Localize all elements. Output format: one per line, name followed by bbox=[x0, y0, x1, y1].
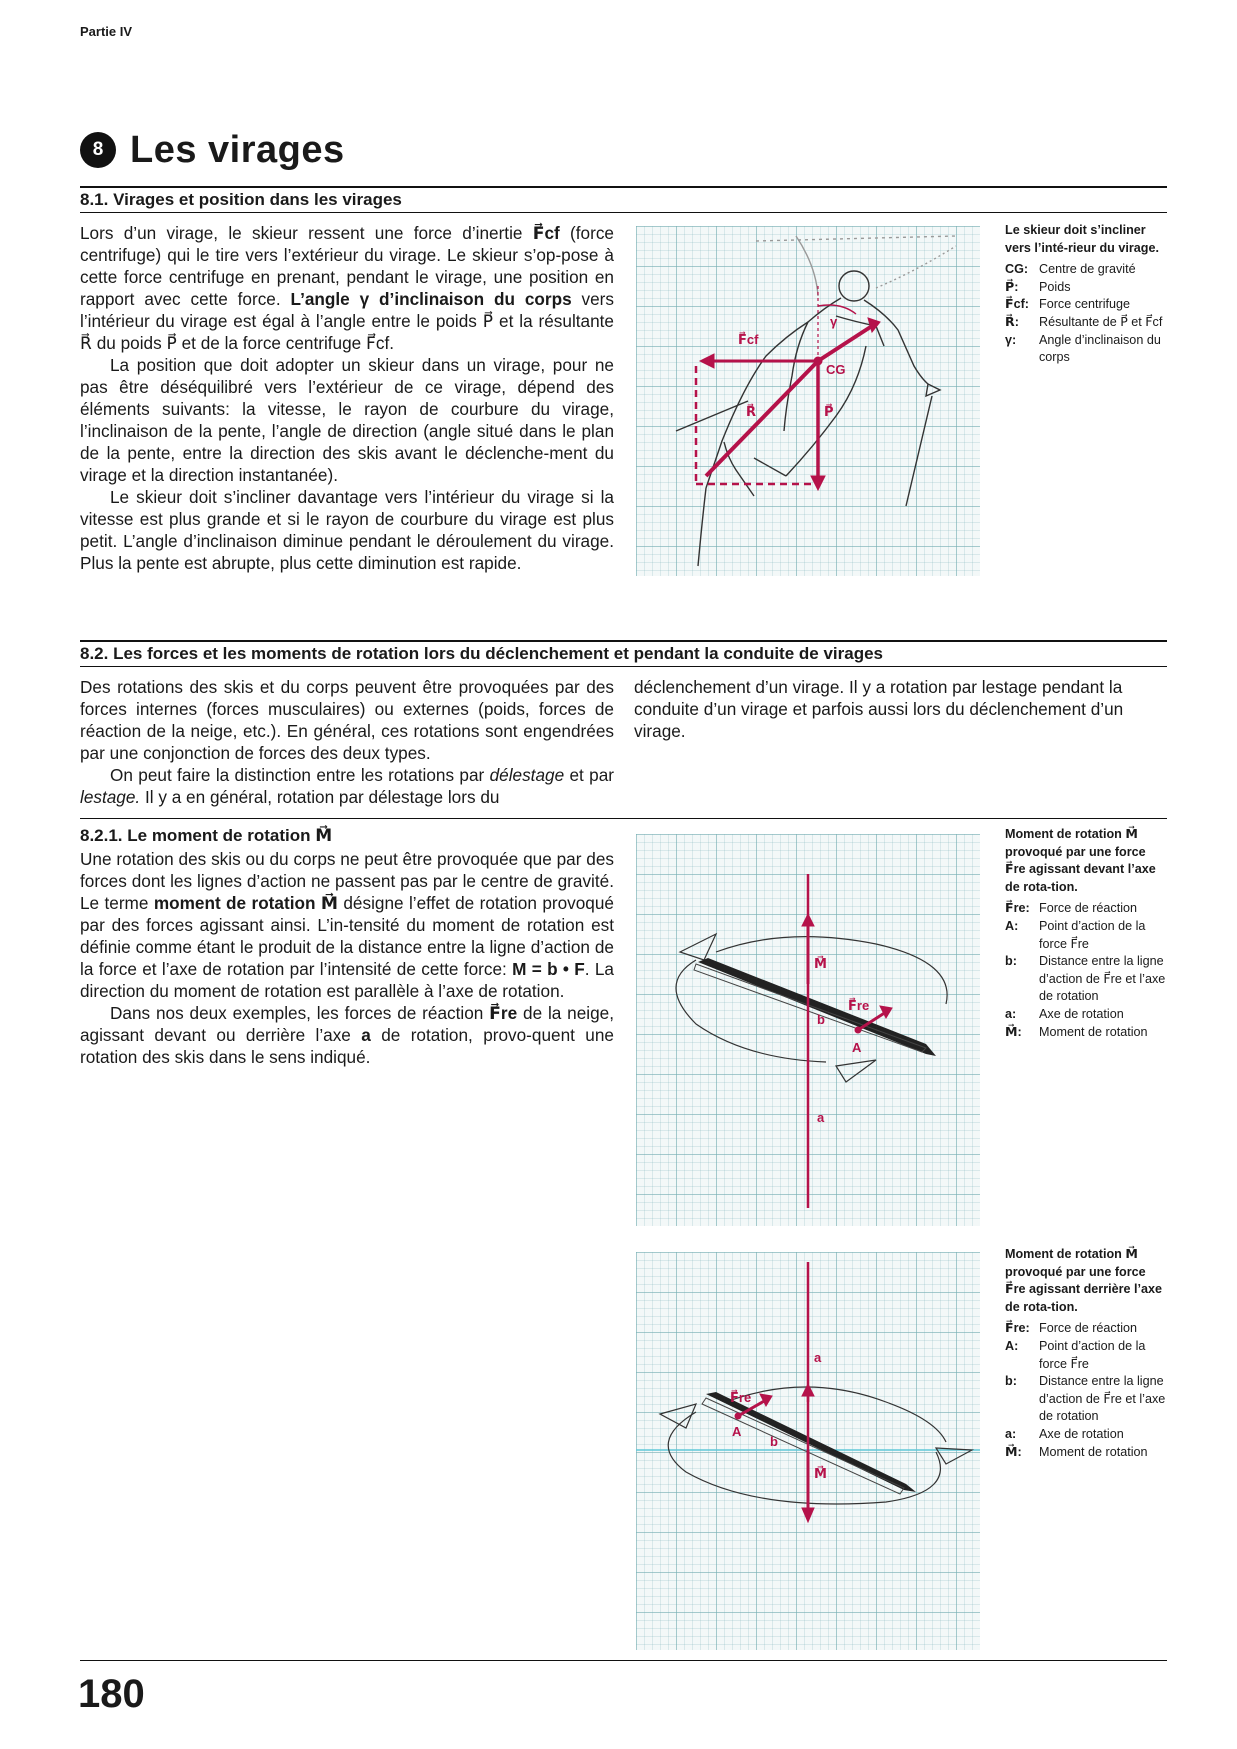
section-8-2-title: 8.2. Les forces et les moments de rotation lors du déclenchement et pendant la conduite de virages bbox=[80, 644, 883, 663]
ski-front-force-figure bbox=[636, 834, 980, 1226]
paragraph: Dans nos deux exemples, les forces de réaction F⃗re de la neige, agissant devant ou derrière l’axe a de rotation, provo-quent une rotation des skis dans le sens indiqué. bbox=[80, 1003, 615, 1067]
paragraph: Le skieur doit s’incliner davantage vers l’intérieur du virage si la vitesse est plus grande et si le rayon de courbure du virage est plus petit. L’angle d’inclinaison diminue pendant le déroulement du virage. Plus la pente est abrupte, plus cette diminution est rapide. bbox=[80, 487, 614, 573]
legend-item: a: Axe de rotation bbox=[1005, 1426, 1124, 1441]
section-8-2-1-text bbox=[80, 848, 614, 1068]
paragraph: On peut faire la distinction entre les rotations par délestage et par lestage. Il y a en général, rotation par délestage lors du bbox=[80, 765, 614, 807]
caption-title: Moment de rotation M⃗ provoqué par une force F⃗re agissant derrière l’axe de rota-tion. bbox=[1005, 1247, 1163, 1314]
legend-item: P⃗: Poids bbox=[1005, 279, 1071, 294]
p-label: P⃗ bbox=[824, 404, 834, 419]
paragraph: Des rotations des skis et du corps peuvent être provoquées par des forces internes (forces musculaires) ou externes (poids, forces de réaction de la neige, etc.). En général, ces rotations sont engendrées par une conjonction de forces des deux types. bbox=[80, 677, 614, 763]
legend-item: M⃗: Moment de rotation bbox=[1005, 1444, 1148, 1459]
legend-item: F⃗cf: Force centrifuge bbox=[1005, 297, 1130, 312]
r-label: R⃗ bbox=[746, 404, 757, 419]
skier-figure bbox=[636, 226, 980, 576]
page-number: 180 bbox=[78, 1672, 145, 1716]
section-rule-top bbox=[80, 186, 1167, 188]
legend-item: A: Point d’action de la force F⃗re bbox=[1005, 918, 1146, 951]
m-label: M⃗ bbox=[814, 956, 827, 971]
b-label: b bbox=[817, 1012, 825, 1027]
footer-rule bbox=[80, 1660, 1167, 1661]
legend-item: M⃗: Moment de rotation bbox=[1005, 1024, 1148, 1039]
section-8-2-1-title: 8.2.1. Le moment de rotation M⃗ bbox=[80, 826, 333, 845]
skier-illustration bbox=[636, 226, 980, 576]
chapter-heading bbox=[80, 128, 345, 172]
caption-legend bbox=[1005, 1320, 1167, 1461]
paragraph: Une rotation des skis ou du corps ne peut être provoquée que par des forces dont les lignes d’action ne passent pas par le centre de gravité. Le terme moment de rotation M⃗ désigne l’effet de rotation provoqué par des forces agissant ainsi. L’in-tensité du moment de rotation est définie comme étant le produit de la distance entre la ligne d’action de la force et l’axe de rotation par l’intensité de cette force: M = b • F. La direction du moment de rotation est parallèle à l’axe de rotation. bbox=[80, 849, 614, 1001]
legend-item: A: Point d’action de la force F⃗re bbox=[1005, 1338, 1146, 1371]
fre-label: F⃗re bbox=[848, 998, 870, 1013]
caption-title: Le skieur doit s’incliner vers l’inté-rieur du virage. bbox=[1005, 223, 1159, 255]
paragraph: La position que doit adopter un skieur dans un virage, pour ne pas être déséquilibré vers l’extérieur de ce virage, dépend des éléments suivants: la vitesse, le rayon de courbure du virage, l’inclinaison de la pente, l’angle de direction (angle situé dans le plan de la pente, entre la direction des skis avant le déclenche-ment du virage et la direction instantanée). bbox=[80, 355, 614, 485]
a-point-label: A bbox=[732, 1424, 742, 1439]
ski-rear-force-figure bbox=[636, 1252, 980, 1650]
section-8-2-right-text bbox=[634, 676, 1167, 742]
chapter-number-badge: 8 bbox=[80, 132, 116, 168]
part-label: Partie IV bbox=[80, 24, 133, 39]
a-axis-label: a bbox=[817, 1110, 825, 1125]
figure-caption bbox=[1005, 1246, 1167, 1461]
legend-item: γ: Angle d’inclinaison du corps bbox=[1005, 332, 1161, 365]
section-8-2-left-text bbox=[80, 676, 614, 808]
m-label: M⃗ bbox=[814, 1466, 827, 1481]
section-8-1-text bbox=[80, 222, 614, 574]
a-point-label: A bbox=[852, 1040, 862, 1055]
section-8-1-title: 8.1. Virages et position dans les virages bbox=[80, 190, 402, 209]
caption-title: Moment de rotation M⃗ provoqué par une force F⃗re agissant devant l’axe de rota-tion. bbox=[1005, 827, 1156, 894]
paragraph: déclenchement d’un virage. Il y a rotation par lestage pendant la conduite d’un virage et parfois aussi lors du déclenchement d’un virage. bbox=[634, 677, 1124, 741]
section-rule-top bbox=[80, 640, 1167, 642]
section-rule-bottom bbox=[80, 212, 1167, 213]
ski-rotation-illustration bbox=[636, 1252, 980, 1650]
subsection-rule bbox=[80, 818, 1167, 819]
b-label: b bbox=[770, 1434, 778, 1449]
legend-item: b: Distance entre la ligne d’action de F⃗re et l’axe de rotation bbox=[1005, 954, 1166, 1004]
legend-item: a: Axe de rotation bbox=[1005, 1006, 1124, 1021]
figure-caption bbox=[1005, 222, 1167, 367]
legend-item: b: Distance entre la ligne d’action de F⃗re et l’axe de rotation bbox=[1005, 1374, 1166, 1424]
paragraph: Lors d’un virage, le skieur ressent une force d’inertie F⃗cf (force centrifuge) qui le tire vers l’extérieur du virage. Le skieur s’op-pose à cette force centrifuge en prenant, pendant le virage, une position en rapport avec cette force. L’angle γ d’inclinaison du corps vers l’intérieur du virage est égal à l’angle entre le poids P⃗ et la résultante R⃗ du poids P⃗ et de la force centrifuge F⃗cf. bbox=[80, 223, 614, 353]
cg-label: CG bbox=[826, 362, 846, 377]
caption-legend bbox=[1005, 261, 1167, 367]
caption-legend bbox=[1005, 900, 1167, 1041]
legend-item: F⃗re: Force de réaction bbox=[1005, 901, 1138, 916]
legend-item: F⃗re: Force de réaction bbox=[1005, 1321, 1138, 1336]
section-rule-bottom bbox=[80, 666, 1167, 667]
gamma-label: γ bbox=[830, 314, 838, 329]
chapter-title: Les virages bbox=[130, 128, 345, 171]
ski-rotation-illustration bbox=[636, 834, 980, 1226]
legend-item: CG: Centre de gravité bbox=[1005, 262, 1136, 277]
legend-item: R⃗: Résultante de P⃗ et F⃗cf bbox=[1005, 314, 1163, 329]
figure-caption bbox=[1005, 826, 1167, 1041]
a-axis-label: a bbox=[814, 1350, 822, 1365]
fcf-label: F⃗cf bbox=[738, 332, 759, 347]
fre-label: F⃗re bbox=[730, 1390, 752, 1405]
